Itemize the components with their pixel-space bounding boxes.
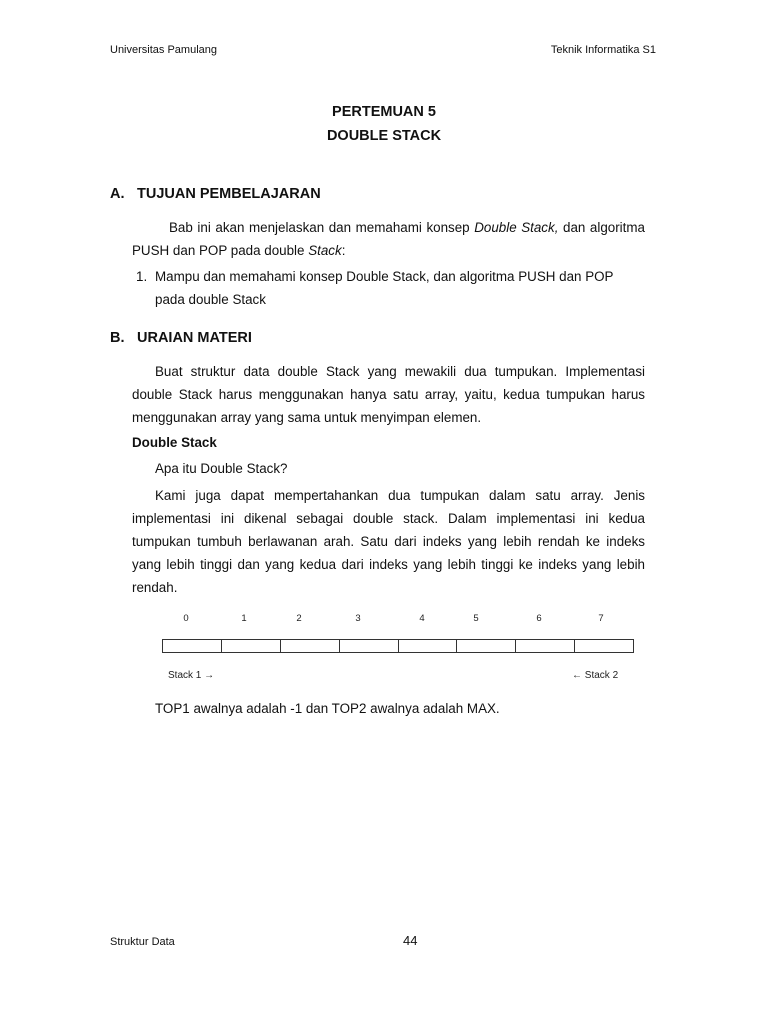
section-b-paragraph-2 [132,484,645,599]
chapter-number: PERTEMUAN 5 [332,104,436,120]
section-a-heading [110,186,321,202]
array-cell [281,640,340,652]
array-index: 3 [355,613,361,624]
array-cell [399,640,458,652]
array-cell [163,640,222,652]
header-program: Teknik Informatika S1 [550,44,656,56]
array-index: 4 [419,613,425,624]
section-b-paragraph-1 [132,360,645,429]
list-item [132,265,645,311]
array-index: 6 [536,613,542,624]
chapter-title: DOUBLE STACK [326,128,442,144]
list-number: 1. [136,269,148,284]
intro-text-2: dan algoritma PUSH dan POP pada double [132,220,645,258]
para1-text: Buat struktur data double Stack yang mewakili dua tumpukan. Implementasi double Stack harus menggunakan hanya satu array, yaitu, kedua tumpukan harus menggunakan array yang sama untuk menyimpan elemen. [132,364,645,425]
closing-line: TOP1 awalnya adalah -1 dan TOP2 awalnya adalah MAX. [155,701,500,716]
array-index: 7 [598,613,604,624]
section-a-letter: A. [110,186,125,202]
array-cell [457,640,516,652]
array-cell [222,640,281,652]
array-index: 5 [473,613,479,624]
section-b-heading [110,330,252,346]
array-cell [575,640,633,652]
double-stack-diagram [156,607,642,687]
array-index: 1 [241,613,247,624]
section-a-title: TUJUAN PEMBELAJARAN [137,186,321,202]
intro-text-3: : [341,243,346,258]
intro-text-1: Bab ini akan menjelaskan dan memahami konsep [169,220,475,235]
stack2-label: ← Stack 2 [572,670,619,681]
footer-course: Struktur Data [110,936,175,948]
header-university: Universitas Pamulang [110,44,217,56]
stack1-label: Stack 1 → [168,670,215,681]
page-number: 44 [403,933,418,948]
array-row [162,639,634,653]
question-line: Apa itu Double Stack? [155,461,288,476]
array-cell [340,640,399,652]
section-b-letter: B. [110,330,125,346]
array-index: 0 [183,613,189,624]
list-text: Mampu dan memahami konsep Double Stack, dan algoritma PUSH dan POP pada double Stack [155,269,614,307]
double-stack-subheading: Double Stack [132,435,217,450]
section-b-title: URAIAN MATERI [137,330,252,346]
intro-italic-2: Stack [308,243,342,258]
para2-text: Kami juga dapat mempertahankan dua tumpukan dalam satu array. Jenis implementasi ini dikenal sebagai double stack. Dalam implementasi ini kedua tumpukan tumbuh berlawanan arah. Satu dari indeks yang lebih rendah ke indeks yang lebih tinggi dan yang kedua dari indeks yang lebih tinggi ke indeks yang lebih rendah. [132,488,645,595]
array-index: 2 [296,613,302,624]
section-a-intro [132,216,645,262]
intro-italic-1: Double Stack, [474,220,559,235]
array-cell [516,640,575,652]
